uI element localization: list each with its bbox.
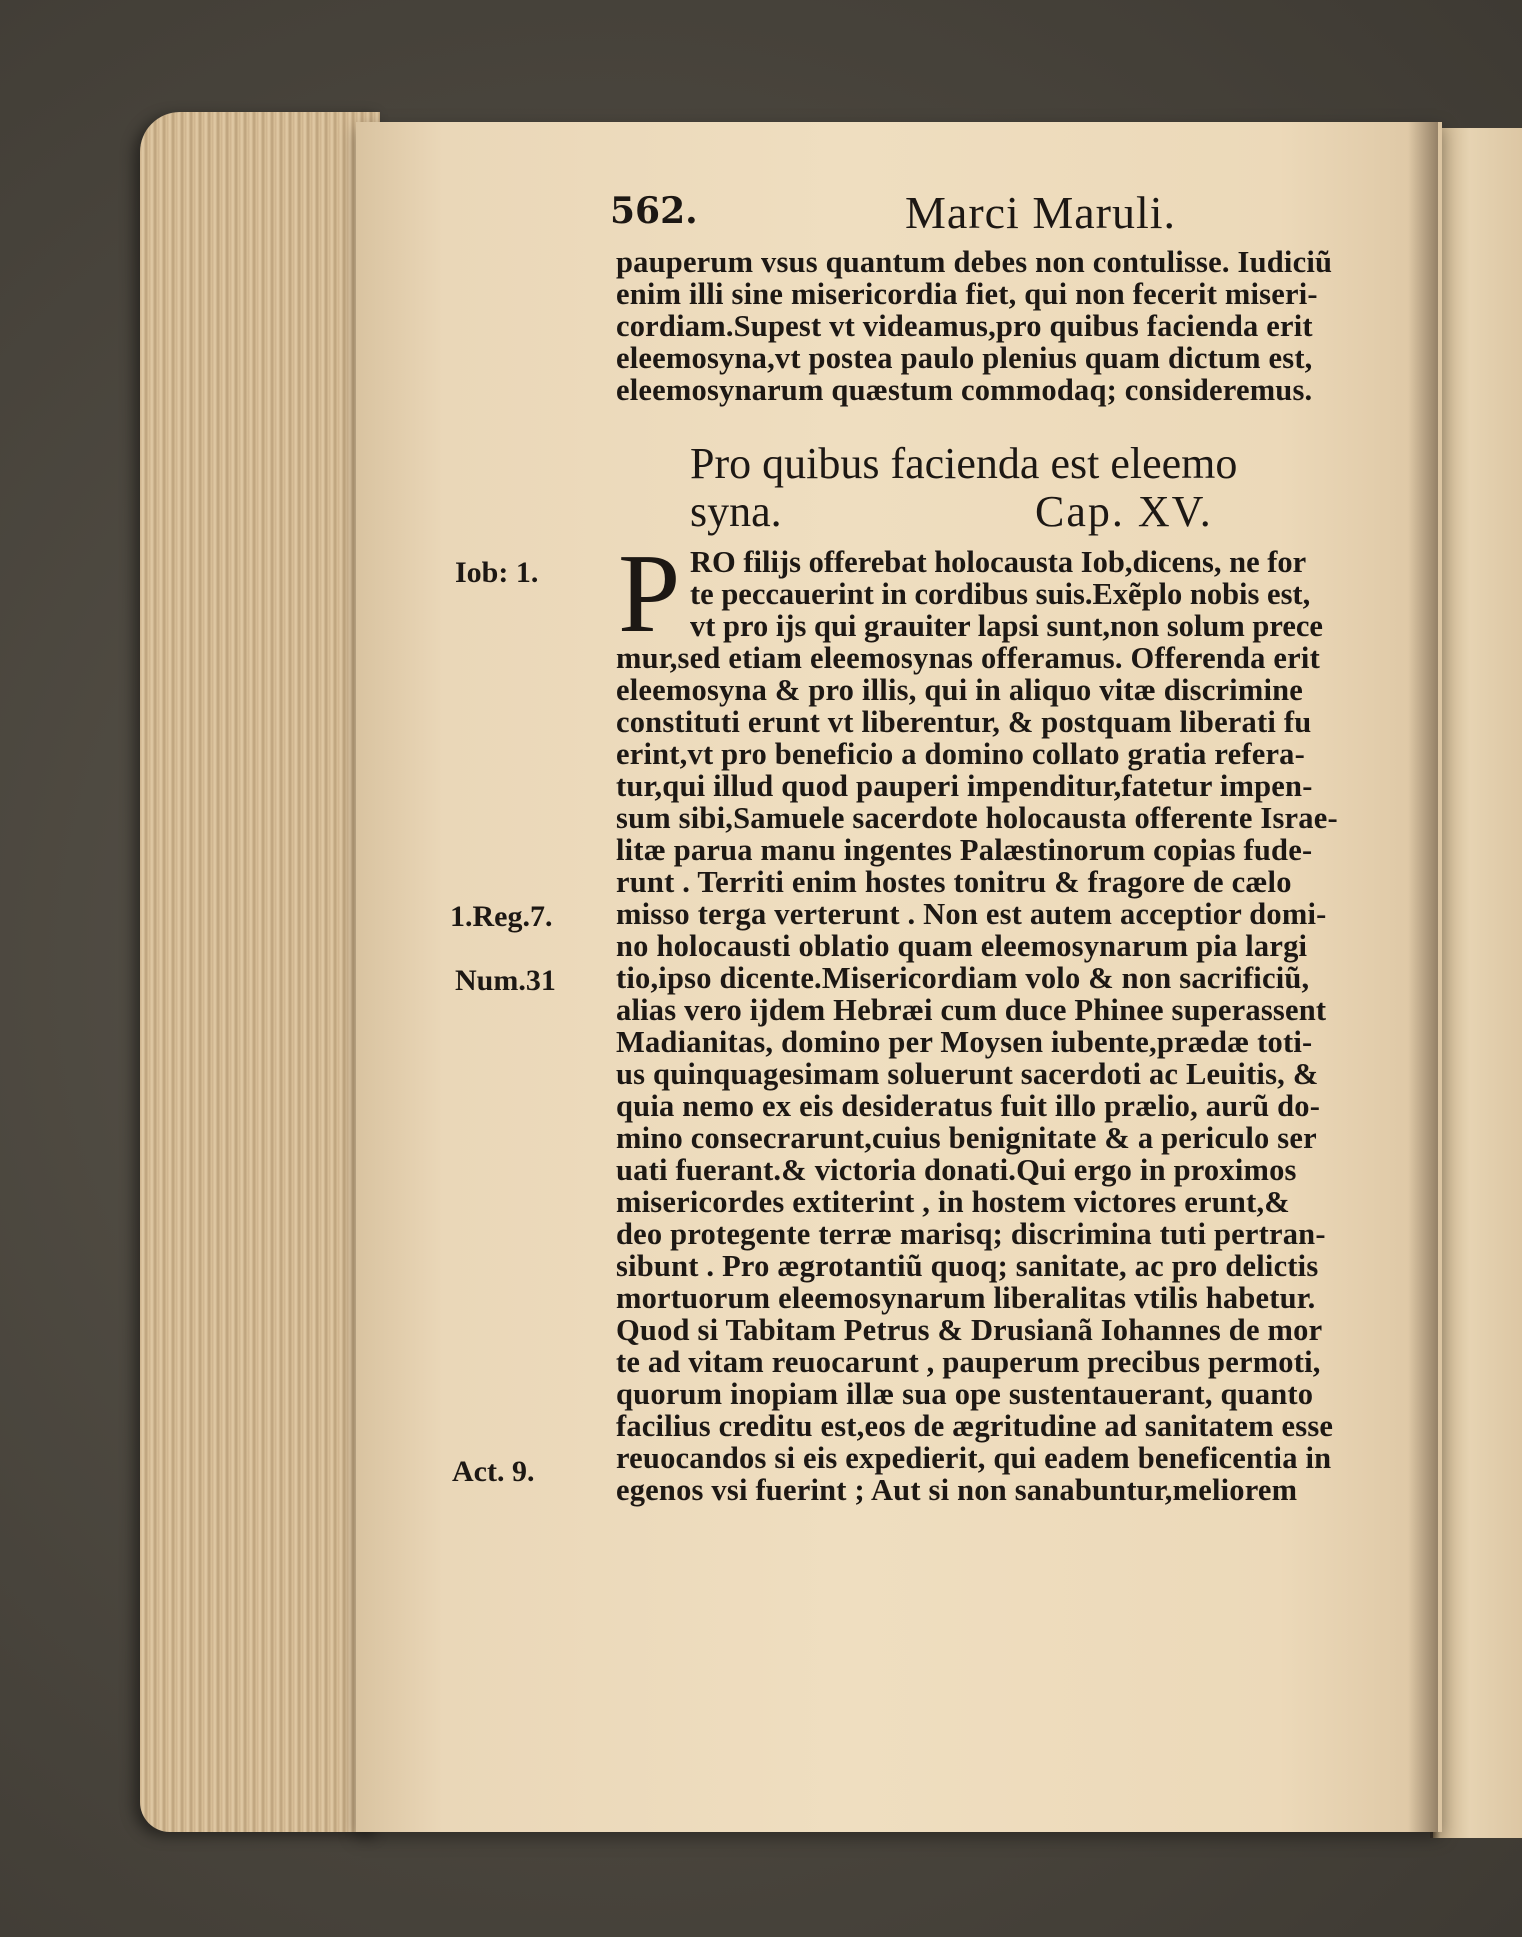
text-line: te ad vitam reuocarunt , pauperum precibus permoti, (616, 1345, 1321, 1379)
gutter-shadow (1408, 122, 1438, 1832)
drop-cap: P (618, 532, 681, 656)
text-line: litæ parua manu ingentes Palæstinorum copias fude- (616, 833, 1313, 867)
page-stack-edge (140, 112, 380, 1832)
text-line: enim illi sine misericordia fiet, qui non fecerit miseri- (616, 277, 1318, 311)
text-line: tio,ipso dicente.Misericordiam volo & non sacrificiũ, (616, 961, 1310, 995)
text-line: mino consecrarunt,cuius benignitate & a periculo ser (616, 1121, 1317, 1155)
text-line: pauperum vsus quantum debes non contulisse. Iudiciũ (616, 245, 1333, 279)
text-line: runt . Territi enim hostes tonitru & fragore de cælo (616, 865, 1292, 899)
text-line: Quod si Tabitam Petrus & Drusianã Iohannes de mor (616, 1313, 1323, 1347)
margin-note-reg: 1.Reg.7. (450, 900, 553, 933)
text-line: Madianitas, domino per Moysen iubente,prædæ toti- (616, 1025, 1313, 1059)
text-line: egenos vsi fuerint ; Aut si non sanabuntur,meliorem (616, 1473, 1298, 1507)
margin-note-act: Act. 9. (452, 1455, 535, 1488)
text-line: reuocandos si eis expedierit, qui eadem beneficentia in (616, 1441, 1332, 1475)
text-line: erint,vt pro beneficio a domino collato gratia refera- (616, 737, 1305, 771)
text-line: mur,sed etiam eleemosynas offeramus. Offerenda erit (616, 641, 1320, 675)
text-line: vt pro ijs qui grauiter lapsi sunt,non solum prece (690, 609, 1323, 643)
page-header (610, 187, 1310, 246)
page-number: 562. (610, 190, 698, 232)
text-line: eleemosyna,vt postea paulo plenius quam dictum est, (616, 341, 1313, 375)
text-line: sibunt . Pro ægrotantiũ quoq; sanitate, ac pro delictis (616, 1249, 1319, 1283)
text-line: constituti erunt vt liberentur, & postquam liberati fu (616, 705, 1312, 739)
chapter-title-line2: syna. (690, 487, 782, 536)
margin-note-job: Iob: 1. (455, 556, 539, 589)
top-paragraph (616, 246, 1384, 406)
drop-cap-lines (690, 546, 1390, 642)
text-line: eleemosynarum quæstum commodaq; consideremus. (616, 373, 1313, 407)
text-line: quorum inopiam illæ sua ope sustentauerant, quanto (616, 1377, 1314, 1411)
chapter-title-line1: Pro quibus facienda est eleemo (690, 439, 1238, 488)
text-line: quia nemo ex eis desideratus fuit illo prælio, aurũ do- (616, 1089, 1321, 1123)
margin-note-num: Num.31 (455, 964, 556, 997)
main-paragraph (616, 642, 1384, 1506)
text-line: no holocausti oblatio quam eleemosynarum pia largi (616, 929, 1308, 963)
text-line: misso terga verterunt . Non est autem acceptior domi- (616, 897, 1327, 931)
text-line: te peccauerint in cordibus suis.Exẽplo nobis est, (690, 577, 1311, 611)
text-line: alias vero ijdem Hebræi cum duce Phinee superassent (616, 993, 1327, 1027)
text-line: misericordes extiterint , in hostem victores erunt,& (616, 1185, 1290, 1219)
text-line: RO filijs offerebat holocausta Iob,dicens, ne for (690, 545, 1307, 579)
text-line: facilius creditu est,eos de ægritudine ad sanitatem esse (616, 1409, 1334, 1443)
facing-page-edge (1430, 128, 1522, 1838)
chapter-heading (690, 440, 1390, 540)
text-line: us quinquagesimam soluerunt sacerdoti ac Leuitis, & (616, 1057, 1319, 1091)
text-line: cordiam.Supest vt videamus,pro quibus facienda erit (616, 309, 1313, 343)
chapter-number: Cap. XV. (1035, 487, 1213, 536)
running-title: Marci Maruli. (905, 187, 1177, 238)
text-line: eleemosyna & pro illis, qui in aliquo vitæ discrimine (616, 673, 1304, 707)
text-line: uati fuerant.& victoria donati.Qui ergo in proximos (616, 1153, 1297, 1187)
text-line: sum sibi,Samuele sacerdote holocausta offerente Israe- (616, 801, 1338, 835)
text-line: tur,qui illud quod pauperi impenditur,fatetur impen- (616, 769, 1313, 803)
text-line: mortuorum eleemosynarum liberalitas vtilis habetur. (616, 1281, 1316, 1315)
text-line: deo protegente terræ marisq; discrimina tuti pertran- (616, 1217, 1326, 1251)
